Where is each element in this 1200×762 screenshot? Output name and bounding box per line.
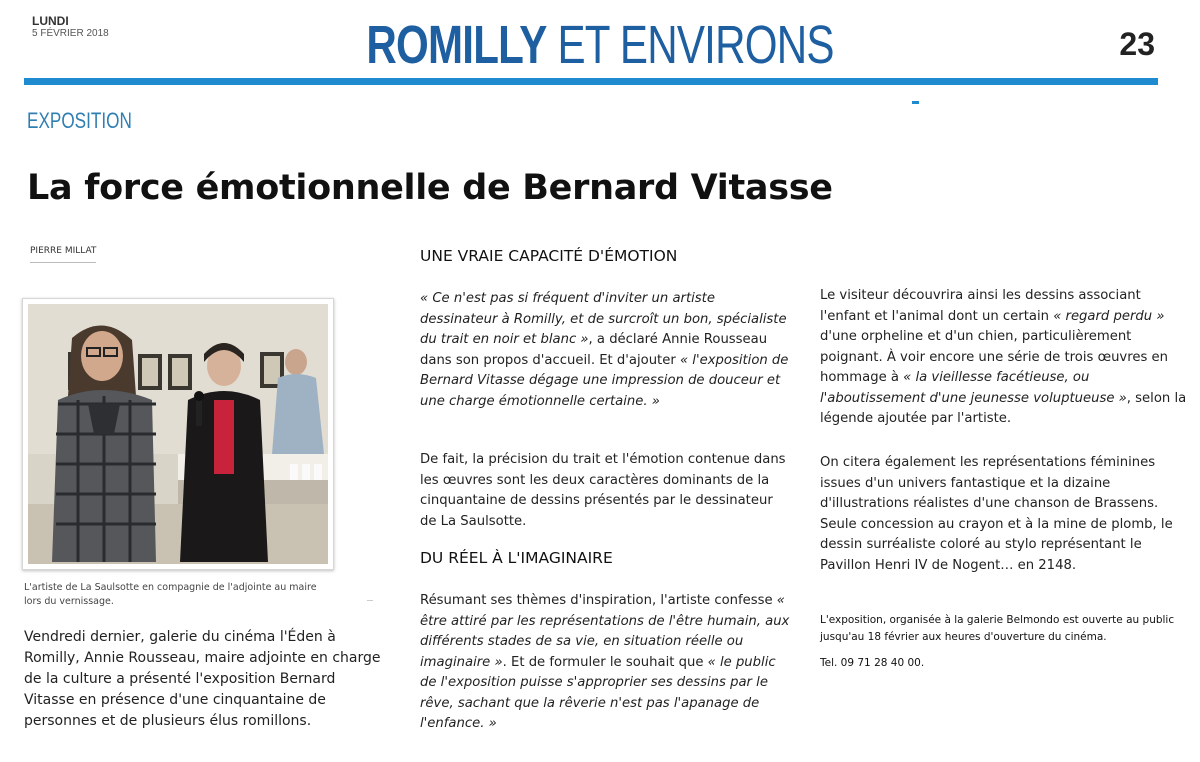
text: Le visiteur découvrira ainsi les dessins associant l'enfant et l'animal dont un certain [820,288,1141,324]
photo-caption: L'artiste de La Saulsotte en compagnie de l'adjointe au maire lors du vernissage. [24,582,317,607]
masthead-light: ET ENVIRONS [546,15,834,75]
paragraph-3 [420,591,792,735]
text: d'une orpheline et d'un chien, particulièrement poignant. À voir encore une série de trois œuvres en hommage à [820,329,1169,385]
lead-paragraph: Vendredi dernier, galerie du cinéma l'Éden à Romilly, Annie Rousseau, maire adjointe en charge de la culture a présenté l'exposition Bernard Vitasse en présence d'une cinquantaine de personnes et de plusieurs élus romillons. [24,629,381,729]
quote: « l'exposition de Bernard Vitasse dégage une impression de douceur et une charge émotionnelle certaine. » [420,352,789,409]
info-text: L'exposition, organisée à la galerie Belmondo est ouverte au public jusqu'au 18 février aux heures d'ouverture du cinéma. [820,614,1175,643]
header-rule-tick [912,101,919,104]
header-rule [24,78,1158,85]
page-number: 23 [1119,26,1155,62]
paragraph-1 [420,289,792,412]
section-masthead [132,14,1068,76]
date: 5 FÉVRIER 2018 [32,28,109,40]
exhibition-info [820,612,1192,672]
quote: « la vieillesse facétieuse, ou l'aboutissement d'une jeunesse voluptueuse » [820,370,1127,406]
text: . Et de formuler le souhait que [502,654,708,670]
quote: « Ce n'est pas si fréquent d'inviter un artiste dessinateur à Romilly, et de surcroît un bon, spécialiste du trait en noir et blanc » [420,291,787,347]
quote: « le public de l'exposition puisse s'approprier ses dessins par le rêve, sachant que la rêverie n'est pas l'apanage de l'enfance. » [420,654,776,731]
article-headline: La force émotionnelle de Bernard Vitasse [27,168,833,208]
text: , selon la légende ajoutée par l'artiste. [820,390,1187,426]
text: , a déclaré Annie Rousseau dans son propos d'accueil. Et d'ajouter [420,332,768,368]
photo-illustration [28,304,328,564]
divider-mark [367,600,373,601]
weekday: LUNDI [32,14,69,28]
quote: « être attiré par les représentations de l'être humain, aux différents stades de sa vie, en situation réelle ou imaginaire » [420,593,790,670]
paragraph-4 [820,286,1192,430]
section-heading-emotion: UNE VRAIE CAPACITÉ D'ÉMOTION [420,247,678,265]
paragraph-5: On citera également les représentations féminines issues d'un univers fantastique et la dizaine d'illustrations réalistes d'une chanson de Brassens. Seule concession au crayon et à la mine de plomb, le dessin surréaliste coloré au stylo représentant le Pavillon Henri IV de Nogent… en 2148. [820,455,1173,573]
text: Résumant ses thèmes d'inspiration, l'artiste confesse [420,593,777,608]
edition-date [32,15,109,39]
byline: PIERRE MILLAT [30,246,96,263]
quote: « regard perdu » [1053,308,1165,324]
masthead-bold: ROMILLY [366,15,547,75]
section-heading-imaginaire: DU RÉEL À L'IMAGINAIRE [420,549,613,567]
paragraph-2: De fait, la précision du trait et l'émotion contenue dans les œuvres sont les deux caractères dominants de la cinquantaine de dessins présentés par le dessinateur de La Saulsotte. [420,452,786,529]
phone-number: Tel. 09 71 28 40 00. [820,657,925,669]
article-photo [22,298,334,570]
rubric-label: EXPOSITION [27,108,132,133]
